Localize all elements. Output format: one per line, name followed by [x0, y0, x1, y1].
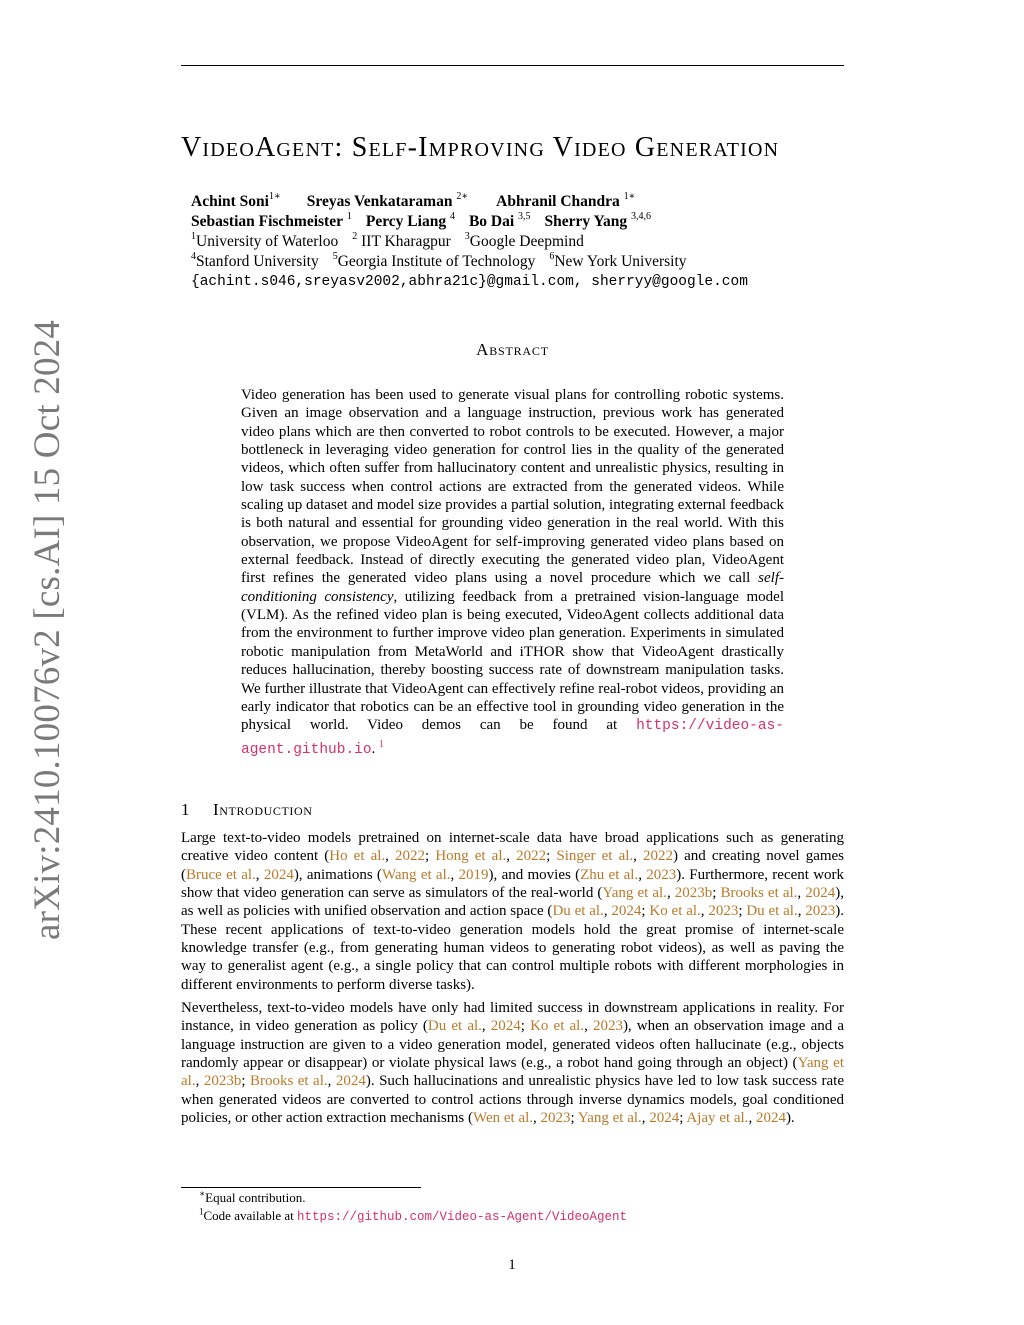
citation[interactable]: Yang et al., 2024: [577, 1110, 680, 1127]
footnote-mark: ∗: [199, 1188, 206, 1199]
citation[interactable]: Ko et al., 2023: [649, 903, 739, 920]
affiliation: University of Waterloo: [196, 233, 339, 250]
author-affil-mark: 2∗: [456, 190, 469, 202]
affiliation-row-1: [191, 232, 851, 252]
paragraph: Nevertheless, text-to-video models have only had limited success in downstream applications in reality. For instance, in video generation as policy (Du et al., 2024; Ko et al., 2023), when an observation image and a language instruction are given to a video generation model, generated videos often hallucinate (e.g., objects randomly appear or disappear) or violate physical laws (e.g., a robot hand going through an object) (Yang et al., 2023b; Brooks et al., 2024). Such hallucinations and unrealistic physics have led to low task success rate when generated videos are converted to control actions through inverse dynamics models, goal conditioned policies, or other action extraction mechanisms (Wen et al., 2023; Yang et al., 2024; Ajay et al., 2024).: [181, 1000, 845, 1127]
affiliation: IIT Kharagpur: [361, 233, 451, 250]
affil-mark: 5: [332, 250, 338, 262]
header-rule: [181, 65, 844, 66]
body-text: [181, 829, 844, 1133]
affiliation: Stanford University: [196, 253, 319, 270]
footnotes: [199, 1189, 849, 1226]
author-name: Sherry Yang: [544, 213, 628, 230]
affiliation: Google Deepmind: [469, 233, 584, 250]
arxiv-identifier[interactable]: arXiv:2410.10076v2 [cs.AI] 15 Oct 2024: [27, 319, 68, 940]
abstract-heading: Abstract: [476, 340, 549, 359]
author-name: Percy Liang: [365, 213, 447, 230]
affil-mark: 1: [191, 230, 196, 242]
author-name: Bo Dai: [468, 213, 515, 230]
citation[interactable]: Du et al., 2024: [552, 903, 642, 920]
abstract-text-part: , utilizing feedback from a pretrained vision-language model (VLM). As the refined video plan is being executed, VideoAgent collects additional data from the environment to further improve video plan generation. Experiments in simulated robotic manipulation from MetaWorld and iTHOR show that VideoAgent drastically reduces hallucination, thereby boosting success rate of downstream manipulation tasks. We further illustrate that VideoAgent can effectively refine real-robot videos, providing an early indicator that robotics can be an effective tool in grounding video generation in the physical world. Video demos can be found at: [241, 588, 784, 734]
affil-mark: 3: [464, 230, 470, 242]
author-row-2: [191, 212, 851, 232]
code-link[interactable]: https://github.com/Video-as-Agent/VideoAgent: [297, 1210, 628, 1224]
section-heading: [181, 800, 313, 820]
citation[interactable]: Ajay et al., 2024: [686, 1110, 786, 1127]
footnote-rule: [181, 1187, 421, 1188]
abstract-italic-term: self-conditioning consistency: [241, 570, 784, 605]
author-row-1: [191, 192, 851, 212]
author-name: Abhranil Chandra: [496, 193, 620, 210]
citation[interactable]: Yang et al., 2023b: [181, 1055, 844, 1090]
footnote-mark: 1: [199, 1206, 204, 1217]
citation[interactable]: Singer et al., 2022: [556, 848, 674, 865]
citation[interactable]: Ko et al., 2023: [530, 1018, 623, 1035]
author-name: Achint Soni: [191, 193, 269, 210]
page-number: 1: [508, 1257, 516, 1273]
paragraph: Large text-to-video models pretrained on internet-scale data have broad applications such as generating creative video content (Ho et al., 2022; Hong et al., 2022; Singer et al., 2022) and creating novel games (Bruce et al., 2024), animations (Wang et al., 2019), and movies (Zhu et al., 2023). Furthermore, recent work show that video generation can serve as simulators of the real-world (Yang et al., 2023b; Brooks et al., 2024), as well as policies with unified observation and action space (Du et al., 2024; Ko et al., 2023; Du et al., 2023). These recent applications of text-to-video generation models hold the great promise of internet-scale knowledge transfer (e.g., from generating human videos to generating robot videos), as well as paving the way to generalist agent (e.g., a single policy that can control multiple robots with different morphologies in different environments to perform diverse tasks).: [181, 830, 845, 993]
abstract-text-part: .: [371, 740, 376, 757]
footnote-code: [199, 1207, 849, 1226]
abstract-text-part: Video generation has been used to generate visual plans for controlling robotic systems. Given an image observation and a language instruction, previous work has generated video plans which are then converted to robot controls to be executed. However, a major bottleneck in leveraging video generation for control lies in the quality of the generated videos, which often suffer from hallucinatory content and unrealistic physics, resulting in low task success when control actions are extracted from the generated videos. While scaling up dataset and model size provides a partial solution, integrating external feedback is both natural and essential for grounding video generation in the real world. With this observation, we propose VideoAgent for self-improving generated video plans based on external feedback. Instead of directly executing the generated video plan, VideoAgent first refines the generated video plans using a novel procedure which we call: [241, 387, 784, 587]
affil-mark: 6: [549, 250, 555, 262]
section-number: 1: [181, 800, 191, 819]
author-affil-mark: 4: [449, 210, 455, 222]
section-title: Introduction: [213, 800, 313, 819]
citation[interactable]: Brooks et al., 2024: [720, 885, 836, 902]
abstract-text: [241, 386, 784, 759]
citation[interactable]: Brooks et al., 2024: [249, 1073, 366, 1090]
footnote-equal-contribution: [199, 1189, 849, 1207]
citation[interactable]: Bruce et al., 2024: [186, 866, 294, 883]
affil-mark: 2: [352, 230, 358, 242]
author-affil-mark: 1: [346, 210, 352, 222]
affil-mark: 4: [191, 250, 196, 262]
footnote-text: Equal contribution.: [205, 1190, 306, 1205]
author-affil-mark: 3,5: [518, 210, 531, 222]
affiliation: New York University: [554, 253, 687, 270]
author-block: [191, 192, 851, 292]
citation[interactable]: Yang et al., 2023b: [602, 885, 713, 902]
author-name: Sebastian Fischmeister: [191, 213, 343, 230]
demo-link[interactable]: https://video-as-agent.github.io: [241, 718, 784, 758]
author-affil-mark: 1∗: [623, 190, 636, 202]
author-affil-mark: 1∗: [268, 190, 281, 202]
paper-title: VideoAgent: Self-Improving Video Generation: [181, 132, 780, 163]
citation[interactable]: Wang et al., 2019: [381, 866, 489, 883]
affiliation-row-2: [191, 252, 851, 272]
citation[interactable]: Zhu et al., 2023: [580, 866, 677, 883]
affiliation: Georgia Institute of Technology: [337, 253, 536, 270]
author-emails[interactable]: {achint.s046,sreyasv2002,abhra21c}@gmail.com, sherryy@google.com: [191, 274, 748, 290]
citation[interactable]: Hong et al., 2022: [435, 848, 547, 865]
footnote-text: Code available at: [203, 1208, 297, 1223]
citation[interactable]: Du et al., 2023: [746, 903, 836, 920]
footnote-ref[interactable]: 1: [379, 738, 385, 750]
citation[interactable]: Ho et al., 2022: [329, 848, 426, 865]
citation[interactable]: Wen et al., 2023: [473, 1110, 571, 1127]
author-name: Sreyas Venkataraman: [306, 193, 453, 210]
author-affil-mark: 3,4,6: [630, 210, 651, 222]
citation[interactable]: Du et al., 2024: [427, 1018, 521, 1035]
